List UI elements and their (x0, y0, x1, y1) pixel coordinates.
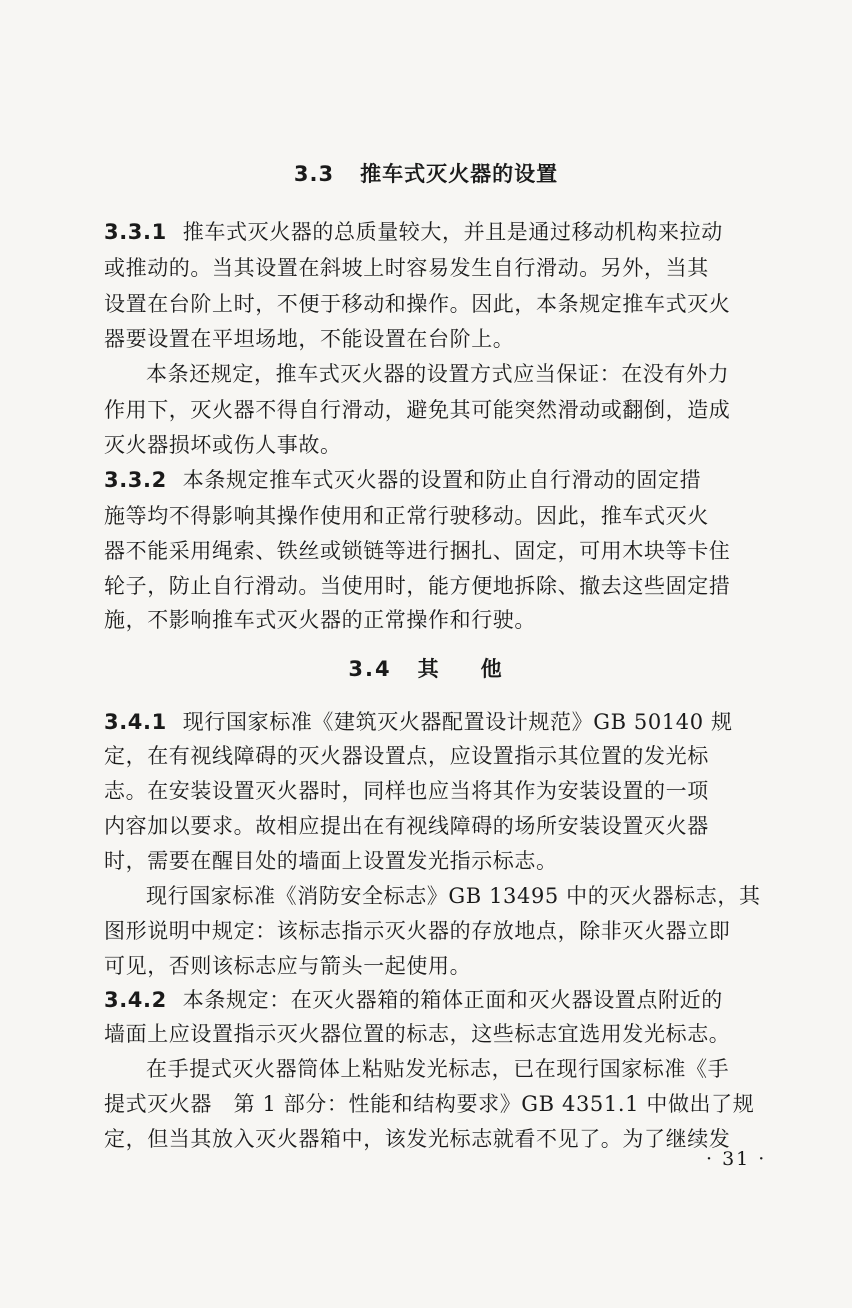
paragraph-line: 轮子，防止自行滑动。当使用时，能方便地拆除、撤去这些固定措 (104, 574, 731, 598)
clause-number: 3.3.2 (104, 468, 167, 492)
section-heading-3-3 (0, 158, 852, 188)
paragraph-line: 3.3.1 推车式灭火器的总质量较大，并且是通过移动机构来拉动 (104, 220, 723, 244)
paragraph-line: 灭火器损坏或伤人事故。 (104, 433, 342, 457)
section-title: 推车式灭火器的设置 (360, 162, 559, 186)
paragraph-line: 现行国家标准《消防安全标志》GB 13495 中的灭火器标志，其 (146, 884, 761, 908)
paragraph-line: 或推动的。当其设置在斜坡上时容易发生自行滑动。另外，当其 (104, 256, 709, 280)
paragraph-line: 在手提式灭火器筒体上粘贴发光标志，已在现行国家标准《手 (146, 1057, 730, 1081)
section-title-char: 其 (417, 657, 441, 681)
paragraph-line: 施，不影响推车式灭火器的正常操作和行驶。 (104, 608, 536, 632)
clause-number: 3.4.2 (104, 988, 167, 1012)
section-title-char: 他 (480, 657, 504, 681)
paragraph-line: 3.4.1 现行国家标准《建筑灭火器配置设计规范》GB 50140 规 (104, 710, 733, 734)
clause-number: 3.3.1 (104, 220, 167, 244)
section-number: 3.4 (348, 657, 392, 681)
section-number: 3.3 (293, 162, 335, 186)
paragraph-line: 作用下，灭火器不得自行滑动，避免其可能突然滑动或翻倒，造成 (104, 398, 731, 422)
paragraph-line: 本条还规定，推车式灭火器的设置方式应当保证：在没有外力 (146, 362, 730, 386)
paragraph-line: 志。在安装设置灭火器时，同样也应当将其作为安装设置的一项 (104, 779, 709, 803)
paragraph-line: 定，但当其放入灭火器箱中，该发光标志就看不见了。为了继续发 (104, 1127, 731, 1151)
paragraph-line: 器要设置在平坦场地，不能设置在台阶上。 (104, 327, 515, 351)
paragraph-line: 设置在台阶上时，不便于移动和操作。因此，本条规定推车式灭火 (104, 292, 731, 316)
paragraph-line: 内容加以要求。故相应提出在有视线障碍的场所安装设置灭火器 (104, 814, 709, 838)
paragraph-line: 器不能采用绳索、铁丝或锁链等进行捆扎、固定，可用木块等卡住 (104, 539, 731, 563)
paragraph-line: 施等均不得影响其操作使用和正常行驶移动。因此，推车式灭火 (104, 504, 709, 528)
paragraph-line: 提式灭火器 第 1 部分：性能和结构要求》GB 4351.1 中做出了规 (104, 1092, 755, 1116)
clause-number: 3.4.1 (104, 710, 167, 734)
paragraph-line: 可见，否则该标志应与箭头一起使用。 (104, 954, 472, 978)
paragraph-line: 定，在有视线障碍的灭火器设置点，应设置指示其位置的发光标 (104, 744, 709, 768)
paragraph-line: 图形说明中规定：该标志指示灭火器的存放地点，除非灭火器立即 (104, 919, 731, 943)
paragraph-line: 时，需要在醒目处的墙面上设置发光指示标志。 (104, 849, 558, 873)
paragraph-line: 3.3.2 本条规定推车式灭火器的设置和防止自行滑动的固定措 (104, 468, 702, 492)
section-heading-3-4 (0, 653, 852, 683)
paragraph-line: 3.4.2 本条规定：在灭火器箱的箱体正面和灭火器设置点附近的 (104, 988, 723, 1012)
page-number: · 31 · (706, 1148, 767, 1170)
paragraph-line: 墙面上应设置指示灭火器位置的标志，这些标志宜选用发光标志。 (104, 1022, 731, 1046)
